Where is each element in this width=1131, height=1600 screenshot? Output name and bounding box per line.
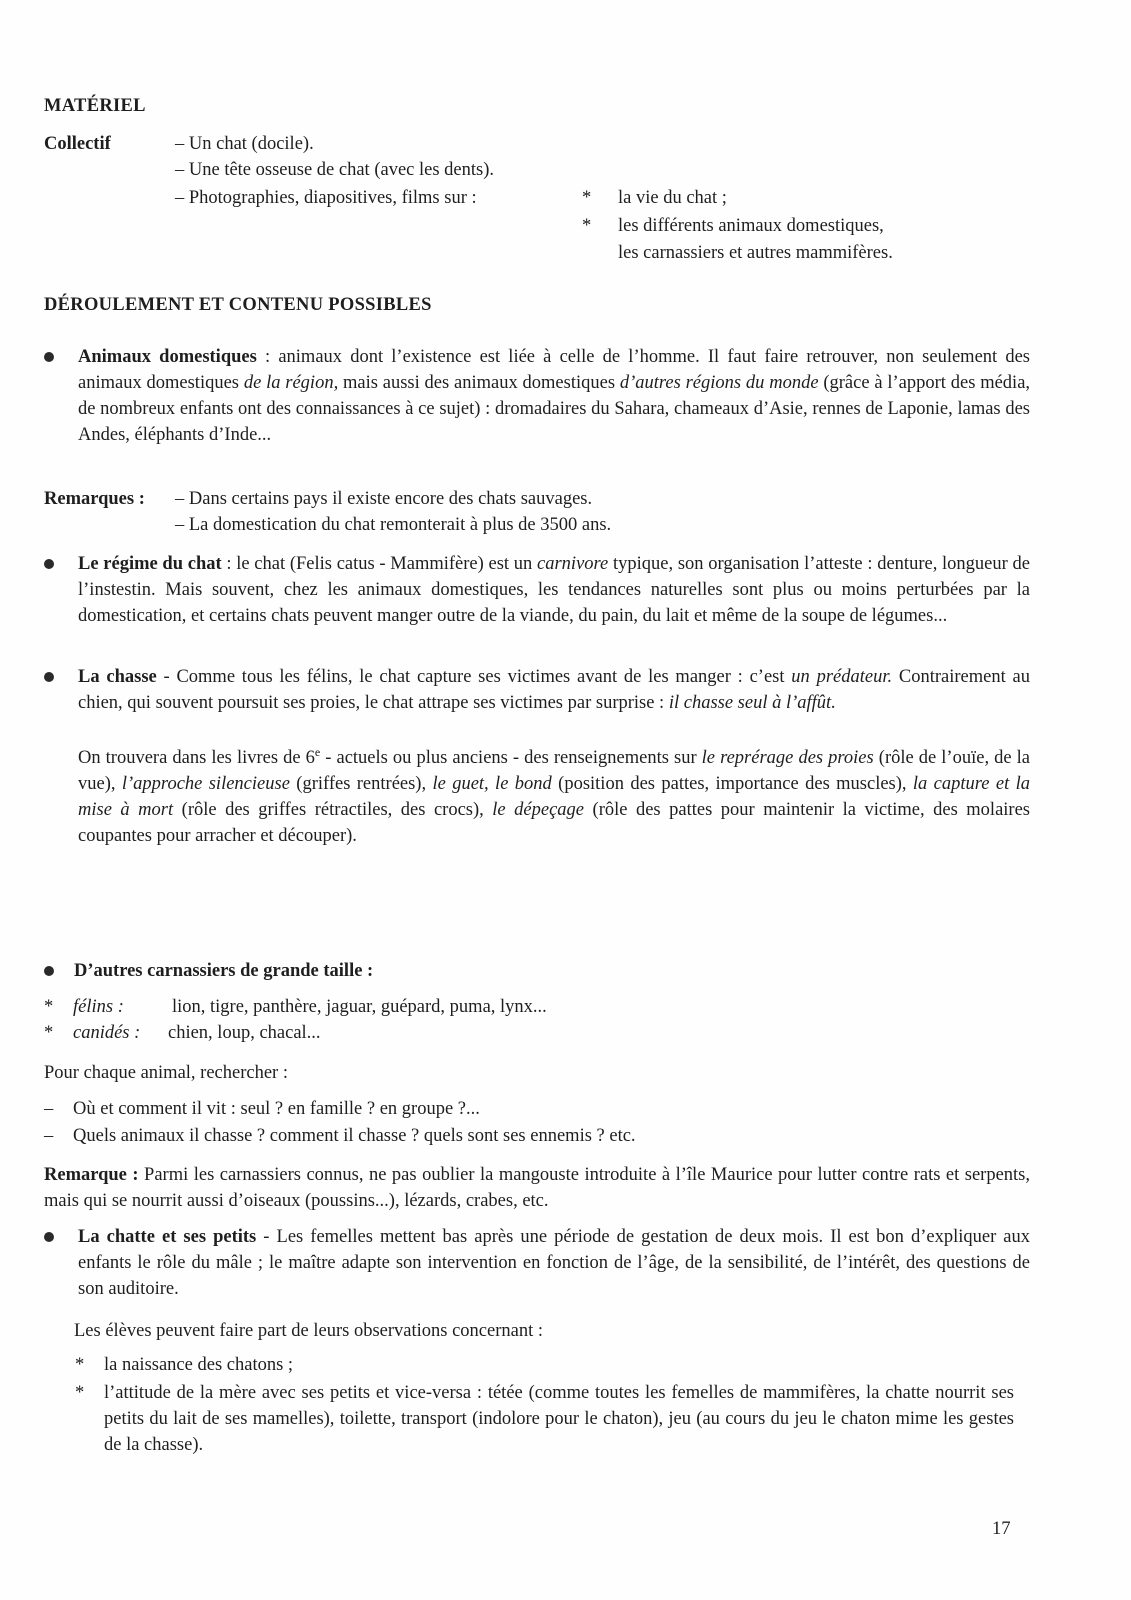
materiel-item: – Une tête osseuse de chat (avec les dents). [175, 160, 494, 180]
text: (rôle des pattes pour maintenir la victime, des molaires coupantes pour arracher et découper). [78, 800, 1030, 846]
italic-text: la capture et la mise à mort [78, 774, 1030, 820]
question-item: Quels animaux il chasse ? comment il chasse ? quels sont ses ennemis ? etc. [73, 1126, 636, 1146]
remarques-label: Remarques : [44, 489, 145, 509]
bullet-icon [44, 672, 54, 682]
animaux-label: Animaux domestiques [78, 347, 257, 367]
italic-text: le reprérage des proies [701, 748, 874, 768]
text: (griffes rentrées), [289, 774, 433, 794]
italic-text: carnivore [537, 554, 609, 574]
text: - Les femelles mettent bas après une période de gestation de deux mois. Il est bon d’expliquer aux enfants le rôle du mâle ; le maître adapte son intervention en fonction de l’âge, de la sensibilité, de l’intérêt, des questions de son auditoire. [78, 1227, 1031, 1299]
remarque-label: Remarque : [44, 1165, 139, 1185]
star-marker: * [75, 1355, 85, 1375]
carnassiers-label: D’autres carnassiers de grande taille : [74, 961, 374, 981]
text: On trouvera dans les livres de 6 [78, 748, 315, 768]
canides-list: chien, loup, chacal... [168, 1023, 321, 1043]
observation-item: la naissance des chatons ; [104, 1355, 294, 1375]
chasse-label: La chasse [78, 667, 157, 687]
text: (position des pattes, importance des muscles), [551, 774, 913, 794]
italic-text: le guet, le bond [432, 774, 552, 794]
text: - Comme tous les félins, le chat capture ses victimes avant de les manger : c’est [156, 667, 792, 687]
rechercher-intro: Pour chaque animal, rechercher : [44, 1063, 288, 1083]
regime-label: Le régime du chat [78, 554, 222, 574]
paragraph-chatte [78, 1224, 1030, 1302]
felins-label: félins : [73, 997, 124, 1017]
text: (rôle de l’ouïe, de la vue), [78, 748, 1031, 794]
text: - actuels ou plus anciens - des renseignements sur [320, 748, 702, 768]
page-number: 17 [992, 1519, 1011, 1539]
materiel-sub-item: la vie du chat ; [618, 188, 727, 208]
paragraph-chasse-2 [78, 745, 1030, 849]
bullet-icon [44, 966, 54, 976]
question-item: Où et comment il vit : seul ? en famille ? en groupe ?... [73, 1099, 480, 1119]
paragraph-remarque [44, 1162, 1030, 1214]
italic-text: un prédateur. [791, 667, 893, 687]
text: (rôle des griffes rétractiles, des crocs), [173, 800, 493, 820]
observations-intro: Les élèves peuvent faire part de leurs observations concernant : [74, 1321, 543, 1341]
paragraph-regime [78, 551, 1030, 629]
chatte-label: La chatte et ses petits [78, 1227, 257, 1247]
text: typique, son organisation l’atteste : denture, longueur de l’instestin. Mais souvent, chez les animaux domestiques, les tendances naturelles sont plus ou moins perturbées par la domestication, et certains chats peuvent manger outre de la viande, du pain, du lait et même de la soupe de légumes... [78, 554, 1030, 626]
observation-item: l’attitude de la mère avec ses petits et vice-versa : tétée (comme toutes les femelles de mammifères, la chatte nourrit ses petits du lait de ses mamelles), toilette, transport (indolore pour le chaton), jeu (au cours du jeu le chaton mime les gestes de la chasse). [104, 1383, 1014, 1455]
text: Contrairement au chien, qui souvent poursuit ses proies, le chat attrape ses victimes par surprise : [78, 667, 1030, 713]
materiel-item: – Photographies, diapositives, films sur : [175, 188, 477, 208]
deroulement-heading: DÉROULEMENT ET CONTENU POSSIBLES [44, 295, 432, 315]
materiel-sub-item: les différents animaux domestiques, [618, 216, 884, 236]
remarque-item: – Dans certains pays il existe encore des chats sauvages. [175, 489, 593, 509]
italic-text: il chasse seul à l’affût. [668, 693, 836, 713]
italic-text: d’autres régions du monde [619, 373, 819, 393]
text: Parmi les carnassiers connus, ne pas oublier la mangouste introduite à l’île Maurice pour lutter contre rats et serpents, mais qui se nourrit aussi d’oiseaux (poussins...), lézards, crabes, etc. [44, 1165, 1030, 1211]
italic-text: l’approche silencieuse [121, 774, 290, 794]
italic-text: de la région, [243, 373, 339, 393]
materiel-sub-item: les carnassiers et autres mammifères. [618, 243, 893, 263]
star-marker: * [582, 188, 592, 208]
paragraph-animaux [78, 344, 1030, 448]
text: : le chat (Felis catus - Mammifère) est un [221, 554, 538, 574]
bullet-icon [44, 352, 54, 362]
star-marker: * [582, 216, 592, 236]
text: mais aussi des animaux domestiques [338, 373, 620, 393]
text: : animaux dont l’existence est liée à celle de l’homme. Il faut faire retrouver, non seulement des animaux domestiques [78, 347, 1031, 393]
star-marker: * [44, 997, 54, 1017]
dash-marker: – [44, 1126, 54, 1146]
felins-list: lion, tigre, panthère, jaguar, guépard, puma, lynx... [172, 997, 547, 1017]
bullet-icon [44, 1232, 54, 1242]
paragraph-chasse [78, 664, 1030, 716]
bullet-icon [44, 559, 54, 569]
text: (grâce à l’apport des média, de nombreux enfants ont des connaissances à ce sujet) : dromadaires du Sahara, chameaux d’Asie, rennes de Laponie, lamas des Andes, éléphants d’Inde... [78, 373, 1031, 445]
materiel-item: – Un chat (docile). [175, 134, 314, 154]
italic-text: le dépeçage [492, 800, 585, 820]
star-marker: * [44, 1023, 54, 1043]
canides-label: canidés : [73, 1023, 141, 1043]
remarque-item: – La domestication du chat remonterait à plus de 3500 ans. [175, 515, 612, 535]
star-marker: * [75, 1383, 85, 1403]
materiel-heading: MATÉRIEL [44, 96, 146, 116]
collectif-label: Collectif [44, 134, 111, 154]
dash-marker: – [44, 1099, 54, 1119]
superscript: e [314, 744, 321, 759]
